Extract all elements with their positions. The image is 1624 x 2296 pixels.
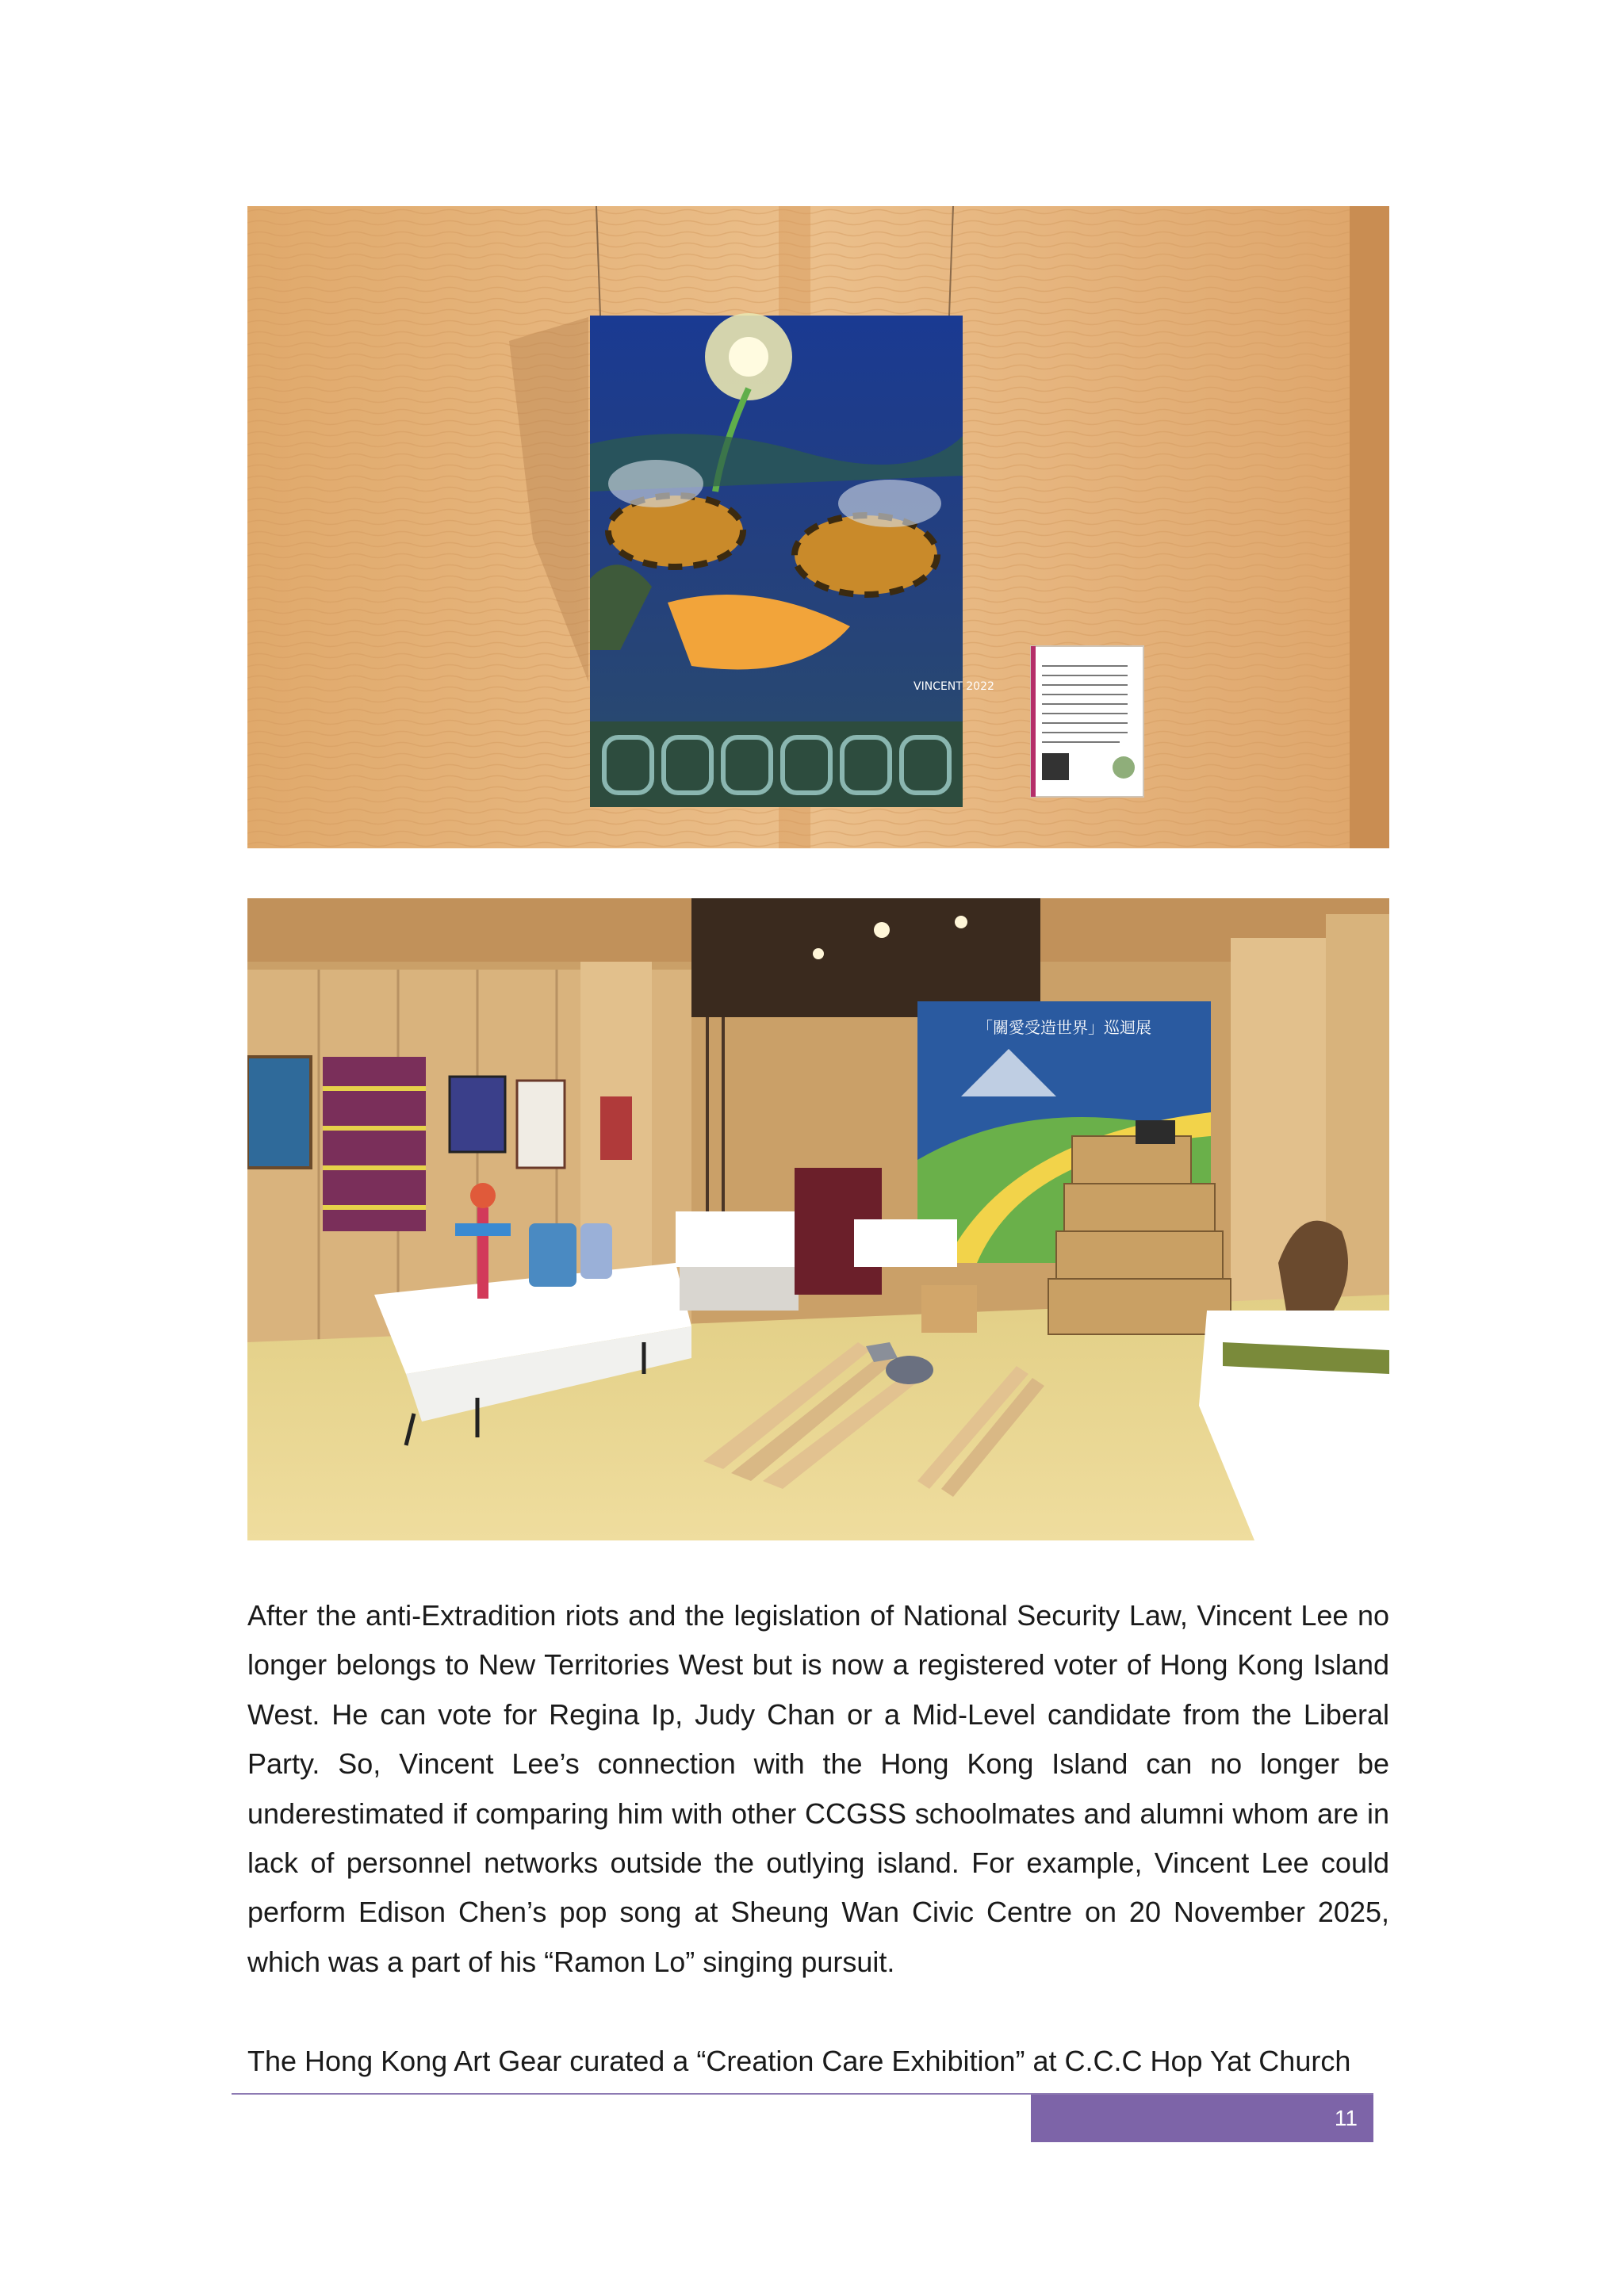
artwork-label-card	[1031, 646, 1143, 797]
page-number-box	[1031, 2095, 1373, 2142]
bee-painting	[590, 313, 994, 807]
body-paragraph: After the anti-Extradition riots and the legislation of National Security Law, Vincent Lee no longer belongs to New Territories West but is now a registered voter of Hong Kong Island West. He can vote for Regina Ip, Judy Chan or a Mid-Level candidate from the Liberal Party. So, Vincent Lee’s connection with the Hong Kong Island can no longer be underestimated if comparing him with other CCGSS schoolmates and alumni whom are in lack of personnel networks outside the outlying island. For example, Vincent Lee could perform Edison Chen’s pop song at Sheung Wan Civic Centre on 20 November 2025, which was a part of his “Ramon Lo” singing pursuit.	[247, 1599, 1389, 1978]
banner-title: 「關愛受造世界」巡迴展	[977, 1018, 1151, 1037]
page-number: 11	[1334, 2106, 1358, 2130]
exhibition-hall-art	[247, 898, 1389, 1540]
qr-code-icon	[1042, 753, 1069, 780]
painting-photo	[247, 206, 1389, 848]
body-paragraph-continued: The Hong Kong Art Gear curated a “Creation Care Exhibition” at C.C.C Hop Yat Church	[247, 2045, 1351, 2077]
exhibition-hall-photo	[247, 898, 1389, 1540]
ceiling-light	[874, 922, 890, 938]
painting-photo-art	[247, 206, 1389, 848]
wall-artwork	[247, 1057, 311, 1168]
painting-signature: VINCENT 2022	[914, 680, 994, 693]
